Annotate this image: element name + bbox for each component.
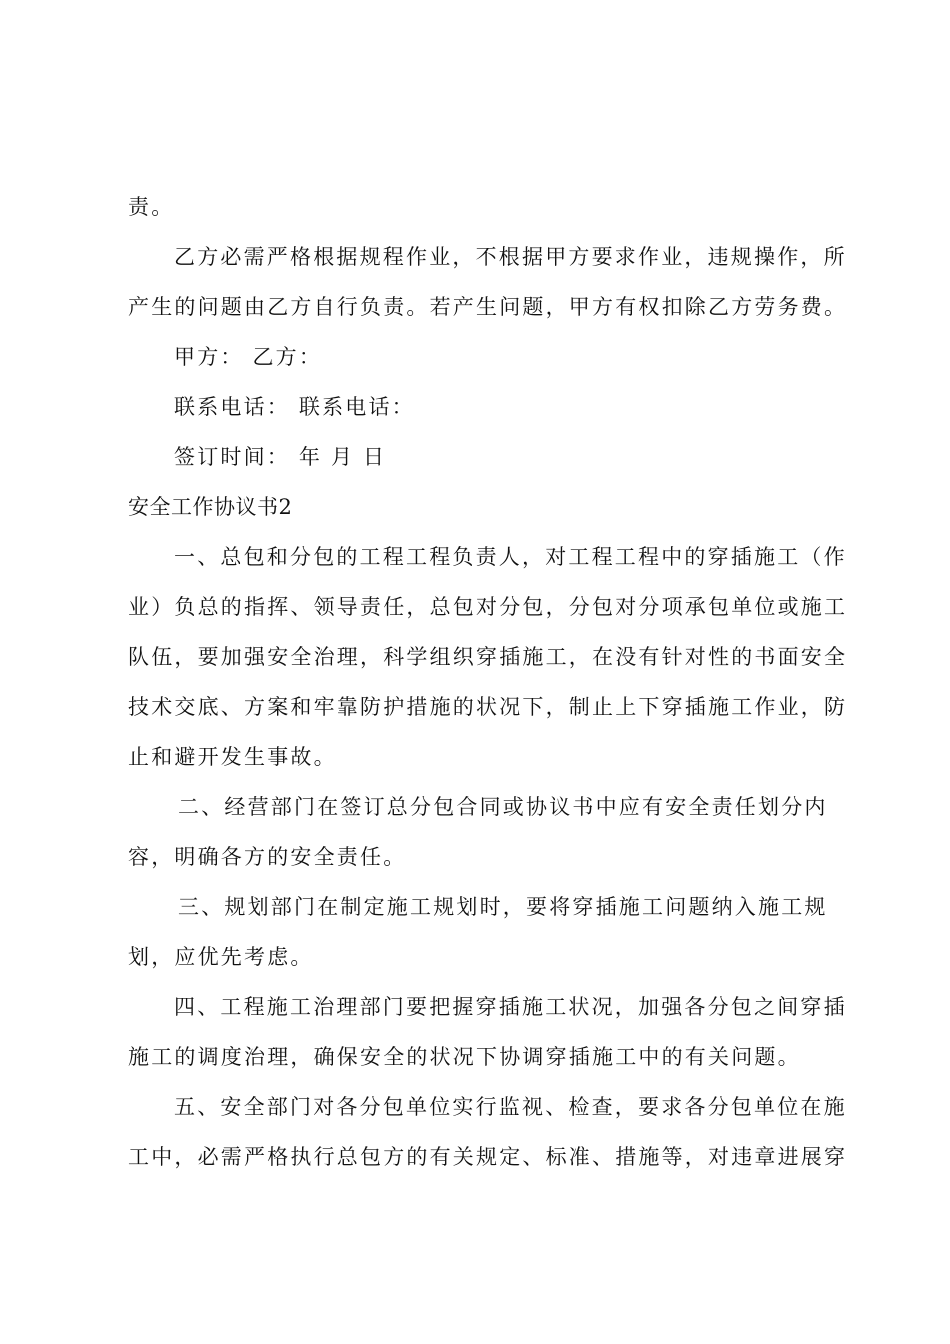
paragraph-line: 四、工程施工治理部门要把握穿插施工状况，加强各分包之间穿插	[174, 995, 847, 1019]
paragraph-line: 产生的问题由乙方自行负责。若产生问题，甲方有权扣除乙方劳务费。	[128, 295, 848, 319]
paragraph-line: 队伍，要加强安全治理，科学组织穿插施工，在没有针对性的书面安全	[128, 645, 848, 669]
paragraph-line: 乙方必需严格根据规程作业，不根据甲方要求作业，违规操作，所	[174, 245, 847, 269]
paragraph-line: 五、安全部门对各分包单位实行监视、检查，要求各分包单位在施	[174, 1095, 847, 1119]
paragraph-line: 划，应优先考虑。	[128, 945, 314, 969]
paragraph-line: 施工的调度治理，确保安全的状况下协调穿插施工中的有关问题。	[128, 1045, 801, 1069]
party-line: 甲方： 乙方：	[174, 345, 323, 369]
paragraph-line: 二、经营部门在签订总分包合同或协议书中应有安全责任划分内	[178, 795, 828, 819]
paragraph-line: 技术交底、方案和牢靠防护措施的状况下，制止上下穿插施工作业，防	[128, 695, 848, 719]
phone-line: 联系电话： 联系电话：	[174, 395, 415, 419]
paragraph-line: 一、总包和分包的工程工程负责人，对工程工程中的穿插施工（作	[174, 545, 847, 569]
section-title: 安全工作协议书2	[128, 495, 293, 519]
sign-date-line: 签订时间： 年 月 日	[174, 445, 387, 469]
paragraph-line: 止和避开发生事故。	[128, 745, 337, 769]
paragraph-line: 业）负总的指挥、领导责任，总包对分包，分包对分项承包单位或施工	[128, 595, 848, 619]
paragraph-line: 容，明确各方的安全责任。	[128, 845, 407, 869]
paragraph-line: 工中，必需严格执行总包方的有关规定、标准、措施等，对违章进展穿	[128, 1145, 848, 1169]
paragraph-line: 责。	[128, 195, 175, 219]
paragraph-line: 三、规划部门在制定施工规划时，要将穿插施工问题纳入施工规	[178, 895, 828, 919]
